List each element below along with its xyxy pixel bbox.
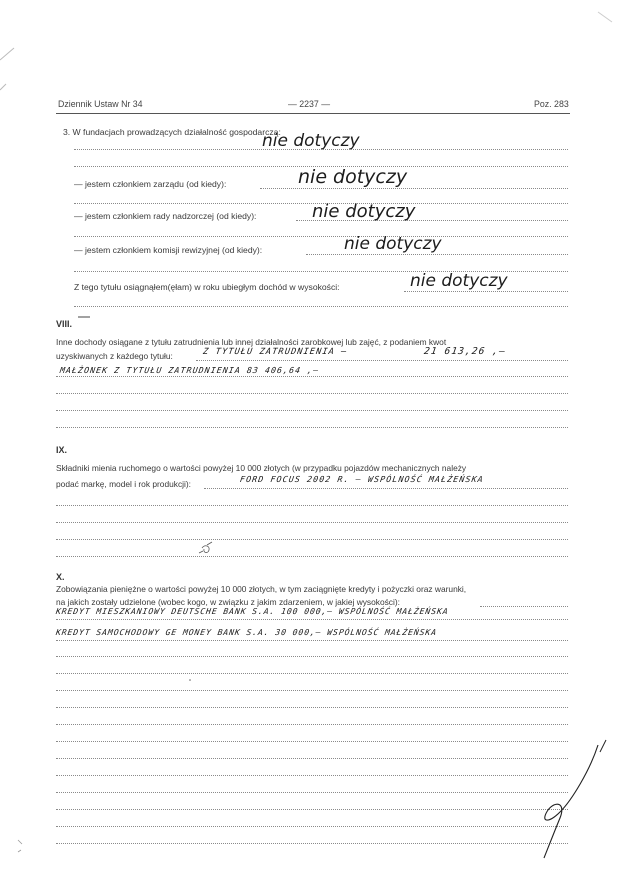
section10-entry: KREDYT SAMOCHODOWY GE MONEY BANK S.A. 30 000,– WSPÓLNOŚĆ MAŁŻEŃSKA bbox=[55, 627, 438, 637]
section9-text: podać markę, model i rok produkcji): bbox=[56, 479, 191, 489]
section8-entry: MAŁŻONEK Z TYTUŁU ZATRUDNIENIA 83 406,64 ,– bbox=[59, 365, 320, 375]
audit-committee-label: — jestem członkiem komisji rewizyjnej (od kiedy): bbox=[74, 245, 263, 255]
section8-amount: 21 613,26 ,– bbox=[423, 346, 507, 357]
section9-number: IX. bbox=[56, 445, 68, 455]
section8-text: Inne dochody osiągane z tytułu zatrudnienia lub innej działalności zarobkowej lub zajęć, z podaniem kwot bbox=[56, 337, 447, 347]
management-board-answer: nie dotyczy bbox=[298, 166, 408, 188]
supervisory-board-answer: nie dotyczy bbox=[312, 201, 416, 222]
section10-text: na jakich zostały udzielone (wobec kogo, w związku z jakim zdarzeniem, w jakiej wysokości): bbox=[56, 597, 400, 607]
section10-text: Zobowiązania pieniężne o wartości powyżej 10 000 złotych, w tym zaciągnięte kredyty i pożyczki oraz warunki, bbox=[56, 584, 467, 594]
section10-entry: KREDYT MIESZKANIOWY DEUTSCHE BANK S.A. 100 000,– WSPÓLNOŚĆ MAŁŻEŃSKA bbox=[55, 606, 450, 616]
signature bbox=[544, 745, 598, 858]
section10-number: X. bbox=[56, 572, 65, 582]
section8-entry: Z TYTUŁU ZATRUDNIENIA – bbox=[202, 347, 349, 357]
scribble-mark bbox=[199, 542, 212, 553]
section8-text: uzyskiwanych z każdego tytułu: bbox=[56, 351, 173, 361]
ink-dot bbox=[189, 679, 191, 681]
signature bbox=[600, 740, 606, 752]
income-label: Z tego tytułu osiągnąłem(ęłam) w roku ubiegłym dochód w wysokości: bbox=[74, 282, 340, 292]
section9-entry: FORD FOCUS 2002 R. – WSPÓLNOŚĆ MAŁŻEŃSKA bbox=[239, 474, 485, 484]
scan-artifact bbox=[18, 840, 22, 852]
income-answer: nie dotyczy bbox=[410, 271, 508, 291]
scan-artifact bbox=[598, 12, 612, 22]
management-board-label: — jestem członkiem zarządu (od kiedy): bbox=[74, 179, 227, 189]
position-number: Poz. 283 bbox=[534, 99, 569, 109]
section3-heading: 3. W fundacjach prowadzących działalność gospodarczą: bbox=[63, 127, 281, 137]
page-number: — 2237 — bbox=[288, 99, 331, 109]
section9-text: Składniki mienia ruchomego o wartości powyżej 10 000 złotych (w przypadku pojazdów mechanicznych należy bbox=[56, 463, 467, 473]
scan-artifact bbox=[0, 48, 14, 90]
audit-committee-answer: nie dotyczy bbox=[344, 234, 442, 254]
section3-answer: nie dotyczy bbox=[262, 131, 360, 151]
supervisory-board-label: — jestem członkiem rady nadzorczej (od kiedy): bbox=[74, 211, 257, 221]
journal-title: Dziennik Ustaw Nr 34 bbox=[58, 99, 143, 109]
section8-number: VIII. bbox=[56, 319, 73, 329]
